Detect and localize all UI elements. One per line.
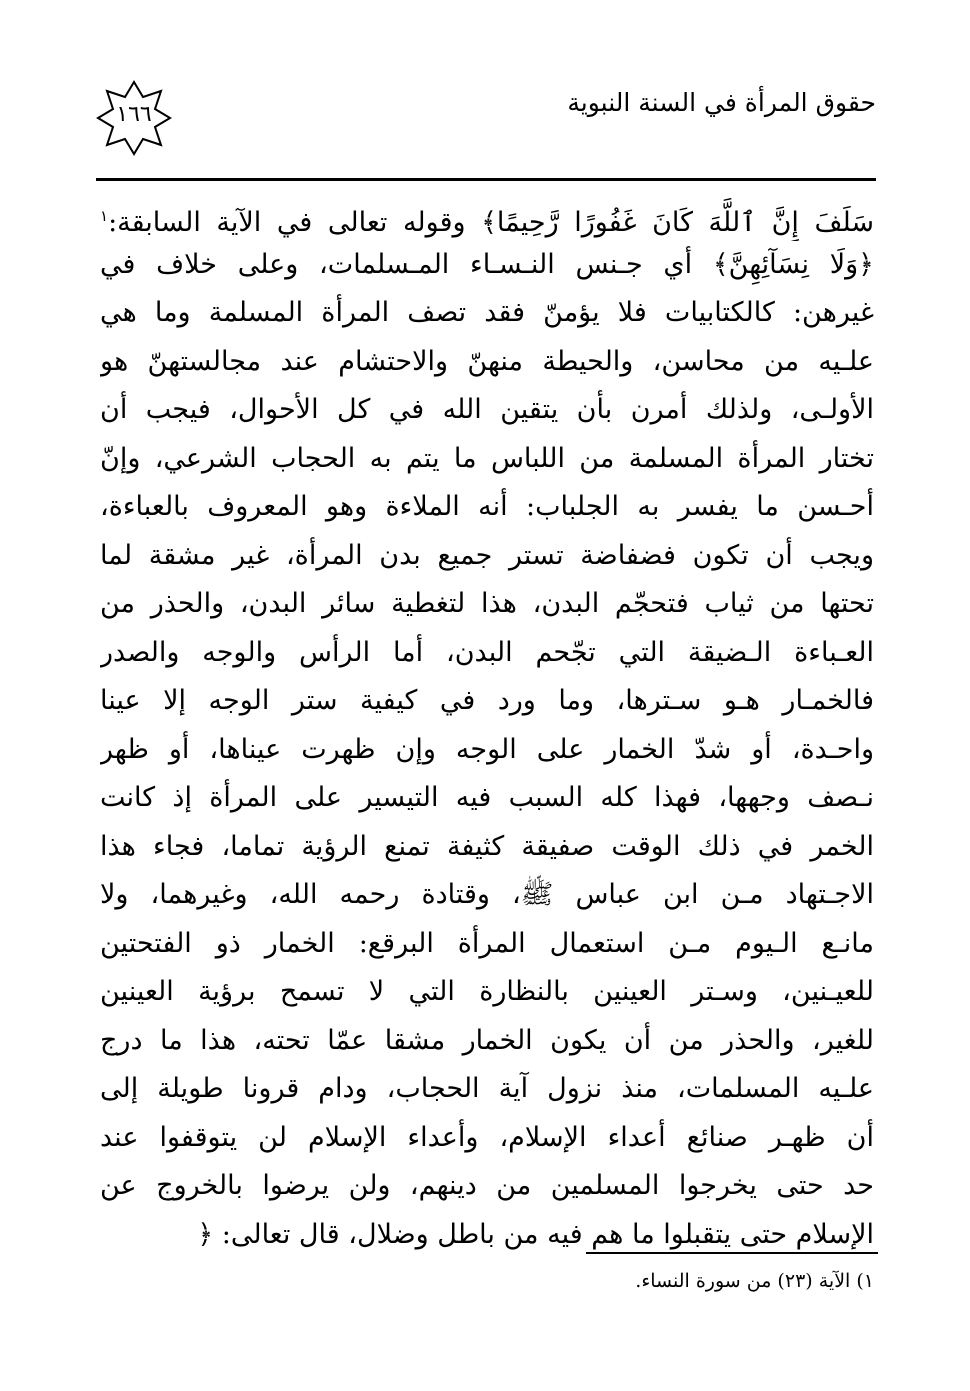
quran-verse-line: سَلَفَ إِنَّ ٱللَّهَ كَانَ غَفُورًا رَّحِيمًا﴾ وقوله تعالى في الآية السابقة: [108, 207, 874, 238]
text-line: الاجـتهاد مـن ابن عباس ﷺ، وقتادة رحمه الله، وغيرهما، ولا [100, 879, 874, 910]
text-line: مانـع الـيوم مـن استعمال المرأة البرقع: الخمار ذو الفتحتين [100, 927, 874, 959]
text-line: الإسلام حتى يتقبلوا ما هم فيه من باطل وضلال، قال تعالى: ﴿ [197, 1218, 874, 1250]
header-divider [96, 178, 876, 181]
text-line: واحـدة، أو شدّ الخمار على الوجه وإن ظهرت عيناها، أو ظهر [100, 733, 874, 765]
text-line: للعيـنين، وسـتر العينين بالنظارة التي لا تسمح برؤية العينين [100, 976, 874, 1007]
text-line: ﴿وَلَا نِسَآئِهِنَّ﴾ أي جـنس النـسـاء المـسلمات، وعلى خلاف في [100, 248, 874, 280]
text-line: أحـسن ما يفسر به الجلباب: أنه الملاءة وهو المعروف بالعباءة، [100, 491, 874, 522]
text-line: غيرهن: كالكتابيات فلا يؤمنّ فقد تصف المرأة المسلمة وما هي [100, 297, 874, 328]
text-line: ويجب أن تكون فضفاضة تستر جميع بدن المرأة، غير مشقة لما [100, 539, 874, 571]
text-line: للغير، والحذر من أن يكون الخمار مشقا عمّا تحته، هذا ما درج [100, 1024, 874, 1056]
text-line: نـصف وجهها، فهذا كله السبب فيه التيسير على المرأة إذ كانت [100, 782, 874, 813]
text-line: علـيه من محاسن، والحيطة منهنّ والاحتشام عند مجالستهنّ هو [100, 345, 874, 377]
text-line: تختار المرأة المسلمة من اللباس ما يتم به الحجاب الشرعي، وإنّ [100, 442, 874, 474]
text-line: تحتها من ثياب فتحجّم البدن، هذا لتغطية سائر البدن، والحذر من [100, 588, 874, 619]
page-number-badge [96, 80, 172, 156]
running-title: حقوق المرأة في السنة النبوية [567, 88, 876, 117]
text-line: الخمر في ذلك الوقت صفيقة كثيفة تمنع الرؤية تماما، فجاء هذا [100, 830, 874, 862]
main-text [100, 192, 874, 1259]
footnote-marker: ١ [100, 207, 109, 225]
text-line: فالخمـار هـو سـترها، وما ورد في كيفية ستر الوجه إلا عينا [100, 685, 874, 716]
page-number: ١٦٦ [116, 102, 152, 127]
page-header [96, 80, 876, 160]
text-line: أن ظهـر صنائع أعداء الإسلام، وأعداء الإسلام لن يتوقفوا عند [100, 1121, 874, 1153]
text-line: حد حتى يخرجوا المسلمين من دينهم، ولن يرضوا بالخروج عن [100, 1170, 874, 1201]
text-line: علـيه المسلمات، منذ نزول آية الحجاب، ودام قرونا طويلة إلى [100, 1073, 874, 1104]
footnote-divider [586, 1252, 878, 1254]
text-line [100, 192, 874, 241]
footnote: ١) الآية (٢٣) من سورة النساء. [635, 1270, 874, 1292]
text-line: الأولـى، ولذلك أمرن بأن يتقين الله في كل الأحوال، فيجب أن [100, 394, 874, 425]
text-line: العـباءة الـضيقة التي تجّحم البدن، أما الرأس والوجه والصدر [100, 636, 874, 668]
